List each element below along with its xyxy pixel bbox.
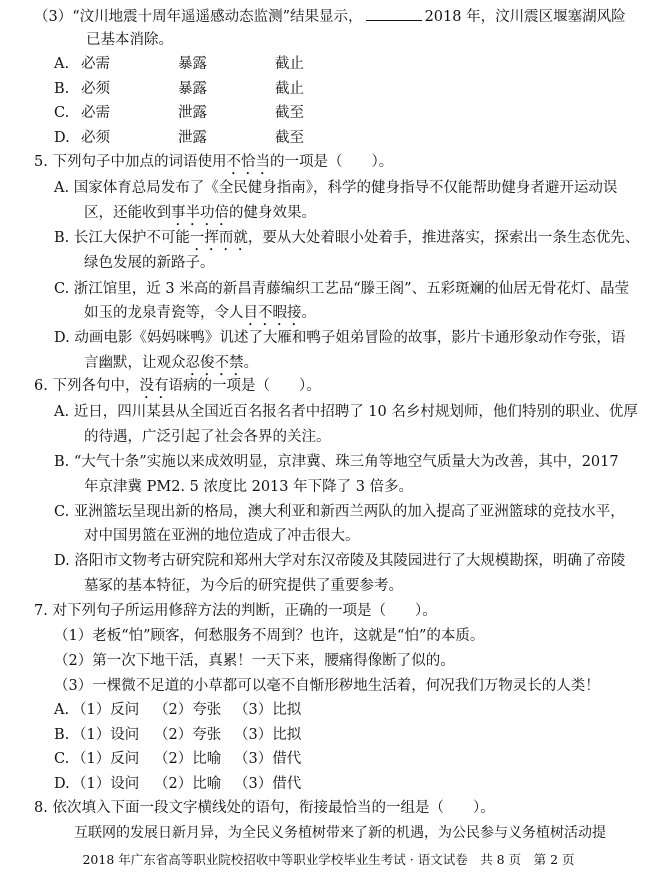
q6-option-d-line1: D. 洛阳市文物考古研究院和郑州大学对东汉帝陵及其陵园进行了大规模勘探，明确了帝陵 — [54, 553, 626, 569]
q8-passage: 互联网的发展日新月异，为全民义务植树带来了新的机遇，为公民参与义务植树活动提 — [74, 825, 606, 841]
page-footer: 2018 年广东省高等职业院校招收中等职业学校毕业生考试 · 语文试卷 共 8 页 第 2 页 — [82, 852, 575, 867]
q7-stem: 7. 对下列句子所运用修辞方法的判断，正确的一项是（ ）。 — [34, 603, 437, 619]
q6-option-c-line2: 对中国男篮在亚洲的地位造成了冲击很大。 — [84, 528, 360, 544]
q6-option-b-line1: B. “大气十条”实施以来成效明显，京津冀、珠三角等地空气质量大为改善，其中，2017 — [54, 454, 619, 470]
fill-blank — [366, 6, 422, 21]
q5-option-c-line1: C. 浙江馆里，近 3 米高的新昌青藤编织工艺品“滕王阁”、五彩斑斓的仙居无骨花灯、晶莹 — [54, 281, 630, 297]
q5-option-a-line1: A. 国家体育总局发布了《全民健身指南》，科学的健身指导不仅能帮助健身者避开运动误 — [54, 180, 618, 196]
q5-stem: 5. 下列句子中加点的词语使用不恰当的一项是（ ）。 — [34, 154, 394, 170]
q6-option-c-line1: C. 亚洲篮坛呈现出新的格局，澳大利亚和新西兰两队的加入提高了亚洲篮球的竞技水平， — [54, 504, 625, 520]
q8-stem: 8. 依次填入下面一段文字横线处的语句，衔接最恰当的一组是（ ）。 — [34, 800, 495, 816]
q7-sentence-2: （2）第一次下地干活，真累！一天下来，腰痛得像断了似的。 — [54, 653, 455, 669]
q6-option-b-line2: 年京津冀 PM2. 5 浓度比 2013 年下降了 3 倍多。 — [84, 479, 414, 495]
q5-option-c-line2: 如玉的龙泉青瓷等，令人目不暇接。 — [84, 305, 316, 321]
q7-sentence-1: （1）老板“怕”顾客，何愁服务不周到？也许，这就是“怕”的本质。 — [54, 628, 485, 644]
q7-sentence-3: （3）一棵微不足道的小草都可以毫不自惭形秽地生活着，何况我们万物灵长的人类！ — [54, 678, 600, 694]
q6-option-a-line1: A. 近日，四川某县从全国近百名报名者中招聘了 10 名乡村规划师，他们特别的职业、优厚 — [54, 404, 638, 420]
q5-option-b-line2: 绿色发展的新路子。 — [84, 255, 215, 271]
q6-option-a-line2: 的待遇，广泛引起了社会各界的关注。 — [84, 429, 331, 445]
q5-option-d-line1: D. 动画电影《妈妈咪鸭》讥述了大雁和鸭子姐弟冒险的故事，影片卡通形象动作夸张，语 — [54, 330, 626, 346]
q5-option-d-line2: 言幽默，让观众忍俊不禁。 — [84, 355, 258, 371]
q4-item3-line2: 已基本消除。 — [86, 32, 173, 48]
q5-option-b-line1: B. 长江大保护不可能一挥而就，要从大处着眼小处着手，推进落实，探索出一条生态优先、 — [54, 230, 640, 246]
q5-option-a-line2: 区，还能收到事半功倍的健身效果。 — [84, 205, 316, 221]
q6-option-d-line2: 墓冢的基本特征，为今后的研究提供了重要参考。 — [84, 578, 403, 594]
q4-item3-line1: （3）“汶川地震十周年遥遥感动态监测”结果显示， 2018 年，汶川震区堰塞湖风险 — [34, 6, 626, 27]
q6-stem: 6. 下列各句中，没有语病的一项是（ ）。 — [34, 378, 321, 394]
